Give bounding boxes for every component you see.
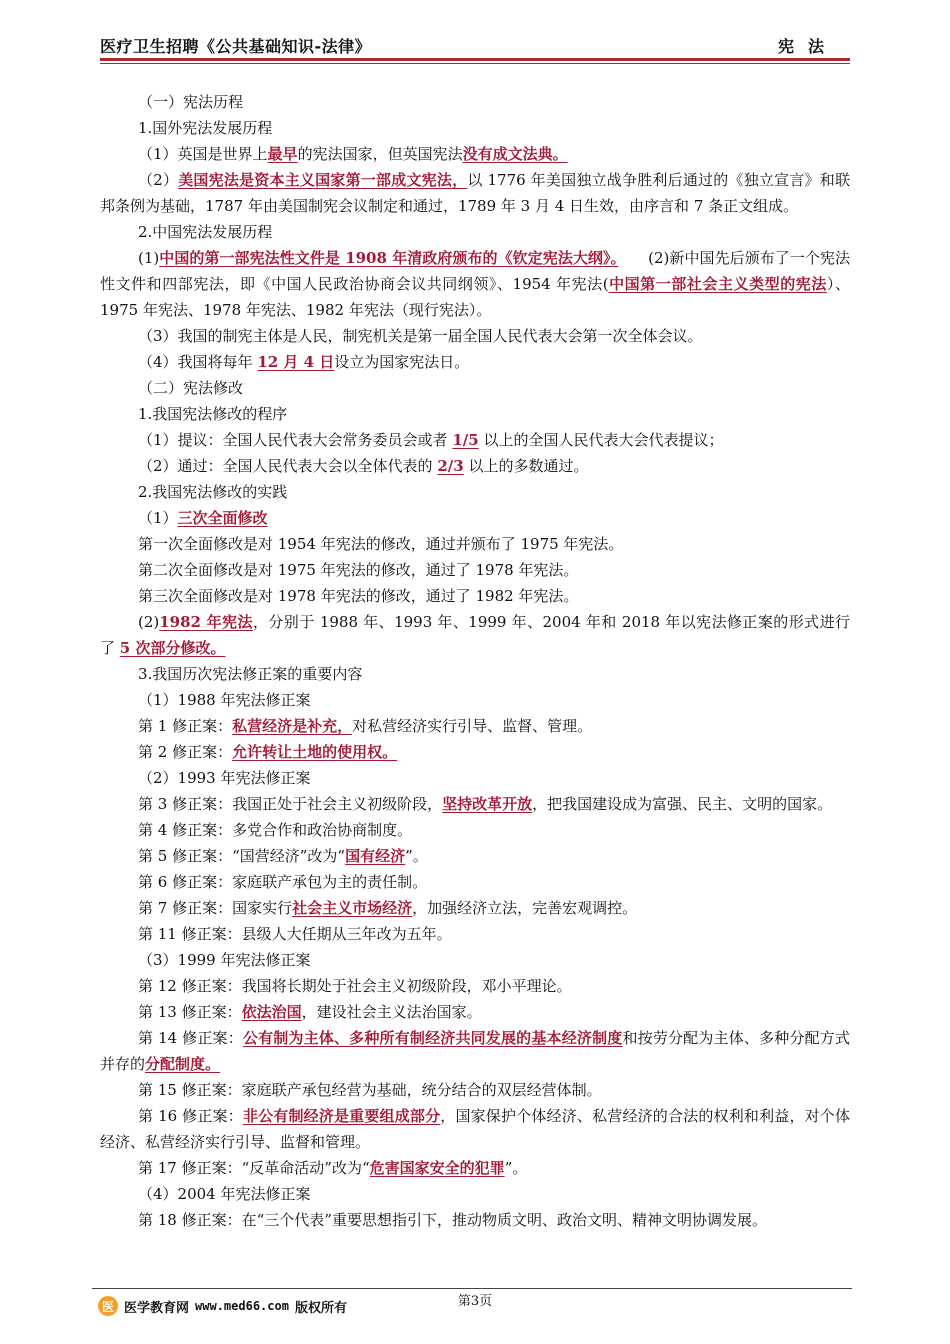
paragraph bbox=[100, 921, 850, 947]
body-text: （1）提议：全国人民代表大会常务委员会或者 bbox=[138, 431, 453, 449]
highlight-text: 社会主义市场经济 bbox=[292, 899, 413, 917]
paragraph bbox=[100, 531, 850, 557]
body-text: 第一次全面修改是对 1954 年宪法的修改，通过并颁布了 1975 年宪法。 bbox=[138, 535, 624, 553]
body-text: （2）通过：全国人民代表大会以全体代表的 bbox=[138, 457, 438, 475]
body-text: ，国家保护个体经济、私营经济的合法的权利和利益，对个体经济、私营经济实行引导、监督和管理。 bbox=[100, 1107, 850, 1151]
highlight-text: 依法治国 bbox=[241, 1003, 302, 1021]
paragraph bbox=[100, 115, 850, 141]
body-text: 2.中国宪法发展历程 bbox=[138, 223, 273, 241]
highlight-text: 三次全面修改 bbox=[177, 509, 268, 527]
body-text: （二）宪法修改 bbox=[138, 379, 244, 397]
paragraph bbox=[100, 245, 850, 323]
highlight-text: 危害国家安全的犯罪 bbox=[369, 1159, 505, 1177]
paragraph bbox=[100, 1155, 850, 1181]
highlight-text: 允许转让土地的使用权。 bbox=[232, 743, 398, 761]
body-text: 第三次全面修改是对 1978 年宪法的修改，通过了 1982 年宪法。 bbox=[138, 587, 579, 605]
paragraph bbox=[100, 687, 850, 713]
body-text: 第 7 修正案：国家实行 bbox=[138, 899, 293, 917]
body-text: （4）2004 年宪法修正案 bbox=[138, 1185, 311, 1203]
paragraph bbox=[100, 1103, 850, 1155]
body-text: 第 13 修正案： bbox=[138, 1003, 242, 1021]
body-text: （2） bbox=[138, 171, 179, 189]
paragraph bbox=[100, 453, 850, 479]
paragraph bbox=[100, 141, 850, 167]
footer-brand-name: 医学教育网 bbox=[124, 1300, 190, 1316]
body-text: 以 1776 年美国独立战争胜利后通过的《独立宣言》和联邦条例为基础，1787 年由美国制宪会议制定和通过，1789 年 3 月 4 日生效，由序言和 7 条正文组成。 bbox=[100, 171, 850, 215]
paragraph bbox=[100, 1181, 850, 1207]
highlight-text: 公有制为主体、多种所有制经济共同发展的基本经济制度 bbox=[242, 1029, 623, 1047]
paragraph bbox=[100, 609, 850, 661]
paragraph bbox=[100, 765, 850, 791]
body-text: 的宪法国家，但英国宪法 bbox=[297, 145, 463, 163]
highlight-text: 私营经济是补充， bbox=[232, 717, 353, 735]
body-text: (1) bbox=[138, 249, 160, 267]
body-text: 第 12 修正案：我国将长期处于社会主义初级阶段，邓小平理论。 bbox=[138, 977, 572, 995]
header-title: 医疗卫生招聘《公共基础知识-法律》 bbox=[100, 37, 372, 56]
paragraph bbox=[100, 1077, 850, 1103]
paragraph bbox=[100, 167, 850, 219]
paragraph bbox=[100, 323, 850, 349]
body-text: ，加强经济立法，完善宏观调控。 bbox=[412, 899, 638, 917]
body-text: （2）1993 年宪法修正案 bbox=[138, 769, 311, 787]
body-text: 第 2 修正案： bbox=[138, 743, 233, 761]
highlight-text: 2/3 bbox=[437, 457, 464, 475]
paragraph bbox=[100, 895, 850, 921]
body-text: 设立为国家宪法日。 bbox=[334, 353, 470, 371]
body-text: 第 6 修正案：家庭联产承包为主的责任制。 bbox=[138, 873, 428, 891]
body-text: 对私营经济实行引导、监督、管理。 bbox=[352, 717, 593, 735]
page-number: 第3页 bbox=[457, 1294, 493, 1309]
paragraph bbox=[100, 1207, 850, 1233]
body-text: 以上的多数通过。 bbox=[463, 457, 589, 475]
body-text: 和按劳分配为主体、多种分配方式并存的 bbox=[100, 1029, 850, 1073]
body-text: ”。 bbox=[504, 1159, 528, 1177]
header-rule-thick bbox=[100, 58, 850, 61]
body-text: （3）我国的制宪主体是人民，制宪机关是第一届全国人民代表大会第一次全体会议。 bbox=[138, 327, 703, 345]
paragraph bbox=[100, 505, 850, 531]
footer-rights: 版权所有 bbox=[294, 1300, 347, 1316]
body-text: 第 14 修正案： bbox=[138, 1029, 243, 1047]
paragraph bbox=[100, 817, 850, 843]
page-header bbox=[100, 32, 850, 58]
body-text: （1） bbox=[138, 509, 178, 527]
paragraph bbox=[100, 999, 850, 1025]
paragraph bbox=[100, 869, 850, 895]
body-text: （4）我国将每年 bbox=[138, 353, 258, 371]
highlight-text: 1982 年宪法 bbox=[159, 613, 253, 631]
header-rule-thin bbox=[100, 63, 850, 64]
highlight-text: 美国宪法是资本主义国家第一部成文宪法， bbox=[178, 171, 468, 189]
body-text: 第 15 修正案：家庭联产承包经营为基础，统分结合的双层经营体制。 bbox=[138, 1081, 602, 1099]
body-text: ”。 bbox=[405, 847, 428, 865]
highlight-text: 没有成文法典。 bbox=[462, 145, 568, 163]
highlight-text: 国有经济 bbox=[345, 847, 406, 865]
brand-logo-icon: 医 bbox=[98, 1296, 118, 1316]
highlight-text: 中国的第一部宪法性文件是 1908 年清政府颁布的《钦定宪法大纲》。 bbox=[159, 249, 619, 267]
paragraph bbox=[100, 661, 850, 687]
paragraph bbox=[100, 843, 850, 869]
highlight-text: 5 次部分修改。 bbox=[119, 639, 226, 657]
body-text: 第 1 修正案： bbox=[138, 717, 233, 735]
body-text: (2)新中国先后颁布了一个宪法性文件和四部宪法，即《中国人民政治协商会议共同纲领》、1954 年宪法( bbox=[100, 249, 850, 293]
body-text: ，建设社会主义法治国家。 bbox=[301, 1003, 482, 1021]
paragraph bbox=[100, 557, 850, 583]
body-text: 第 18 修正案：在“三个代表”重要思想指引下，推动物质文明、政治文明、精神文明协调发展。 bbox=[138, 1211, 767, 1229]
body-text: 第二次全面修改是对 1975 年宪法的修改，通过了 1978 年宪法。 bbox=[138, 561, 579, 579]
body-text: 3.我国历次宪法修正案的重要内容 bbox=[138, 665, 363, 683]
paragraph bbox=[100, 375, 850, 401]
body-text: 第 16 修正案： bbox=[138, 1107, 243, 1125]
body-text: （3）1999 年宪法修正案 bbox=[138, 951, 311, 969]
body-text: 第 17 修正案：“反革命活动”改为“ bbox=[138, 1159, 370, 1177]
highlight-text: 坚持改革开放 bbox=[442, 795, 533, 813]
body-text: 以上的全国人民代表大会代表提议； bbox=[478, 431, 724, 449]
body-text: （1）英国是世界上 bbox=[138, 145, 268, 163]
paragraph bbox=[100, 479, 850, 505]
highlight-text: 非公有制经济是重要组成部分 bbox=[242, 1107, 441, 1125]
highlight-text: 最早 bbox=[267, 145, 298, 163]
header-section: 宪法 bbox=[777, 37, 838, 56]
body-text: (2) bbox=[138, 613, 160, 631]
paragraph bbox=[100, 791, 850, 817]
body-text: 第 11 修正案：县级人大任期从三年改为五年。 bbox=[138, 925, 452, 943]
paragraph bbox=[100, 219, 850, 245]
highlight-text: 分配制度。 bbox=[145, 1055, 221, 1073]
paragraph bbox=[100, 713, 850, 739]
body-text: 1.我国宪法修改的程序 bbox=[138, 405, 288, 423]
paragraph bbox=[100, 427, 850, 453]
document-body bbox=[100, 89, 850, 1233]
paragraph bbox=[100, 401, 850, 427]
body-text: ）、1975 年宪法、1978 年宪法、1982 年宪法（现行宪法）。 bbox=[100, 275, 850, 319]
body-text: ，把我国建设成为富强、民主、文明的国家。 bbox=[532, 795, 833, 813]
footer-url[interactable]: www.med66.com bbox=[195, 1299, 289, 1313]
paragraph bbox=[100, 973, 850, 999]
body-text: 第 5 修正案：“国营经济”改为“ bbox=[138, 847, 346, 865]
body-text: 2.我国宪法修改的实践 bbox=[138, 483, 288, 501]
body-text: （1）1988 年宪法修正案 bbox=[138, 691, 311, 709]
paragraph bbox=[100, 583, 850, 609]
paragraph bbox=[100, 349, 850, 375]
paragraph bbox=[100, 1025, 850, 1077]
paragraph bbox=[100, 947, 850, 973]
body-text: 第 3 修正案：我国正处于社会主义初级阶段， bbox=[138, 795, 443, 813]
highlight-text: 12 月 4 日 bbox=[257, 353, 335, 371]
body-text: 1.国外宪法发展历程 bbox=[138, 119, 273, 137]
highlight-text: 1/5 bbox=[452, 431, 479, 449]
body-text: ，分别于 1988 年、1993 年、1999 年、2004 年和 2018 年以宪法修正案的形式进行了 bbox=[100, 613, 850, 657]
body-text: （一）宪法历程 bbox=[138, 93, 244, 111]
body-text: 第 4 修正案：多党合作和政治协商制度。 bbox=[138, 821, 413, 839]
footer-rule bbox=[92, 1288, 852, 1289]
paragraph bbox=[100, 89, 850, 115]
paragraph bbox=[100, 739, 850, 765]
highlight-text: 中国第一部社会主义类型的宪法 bbox=[608, 275, 827, 293]
